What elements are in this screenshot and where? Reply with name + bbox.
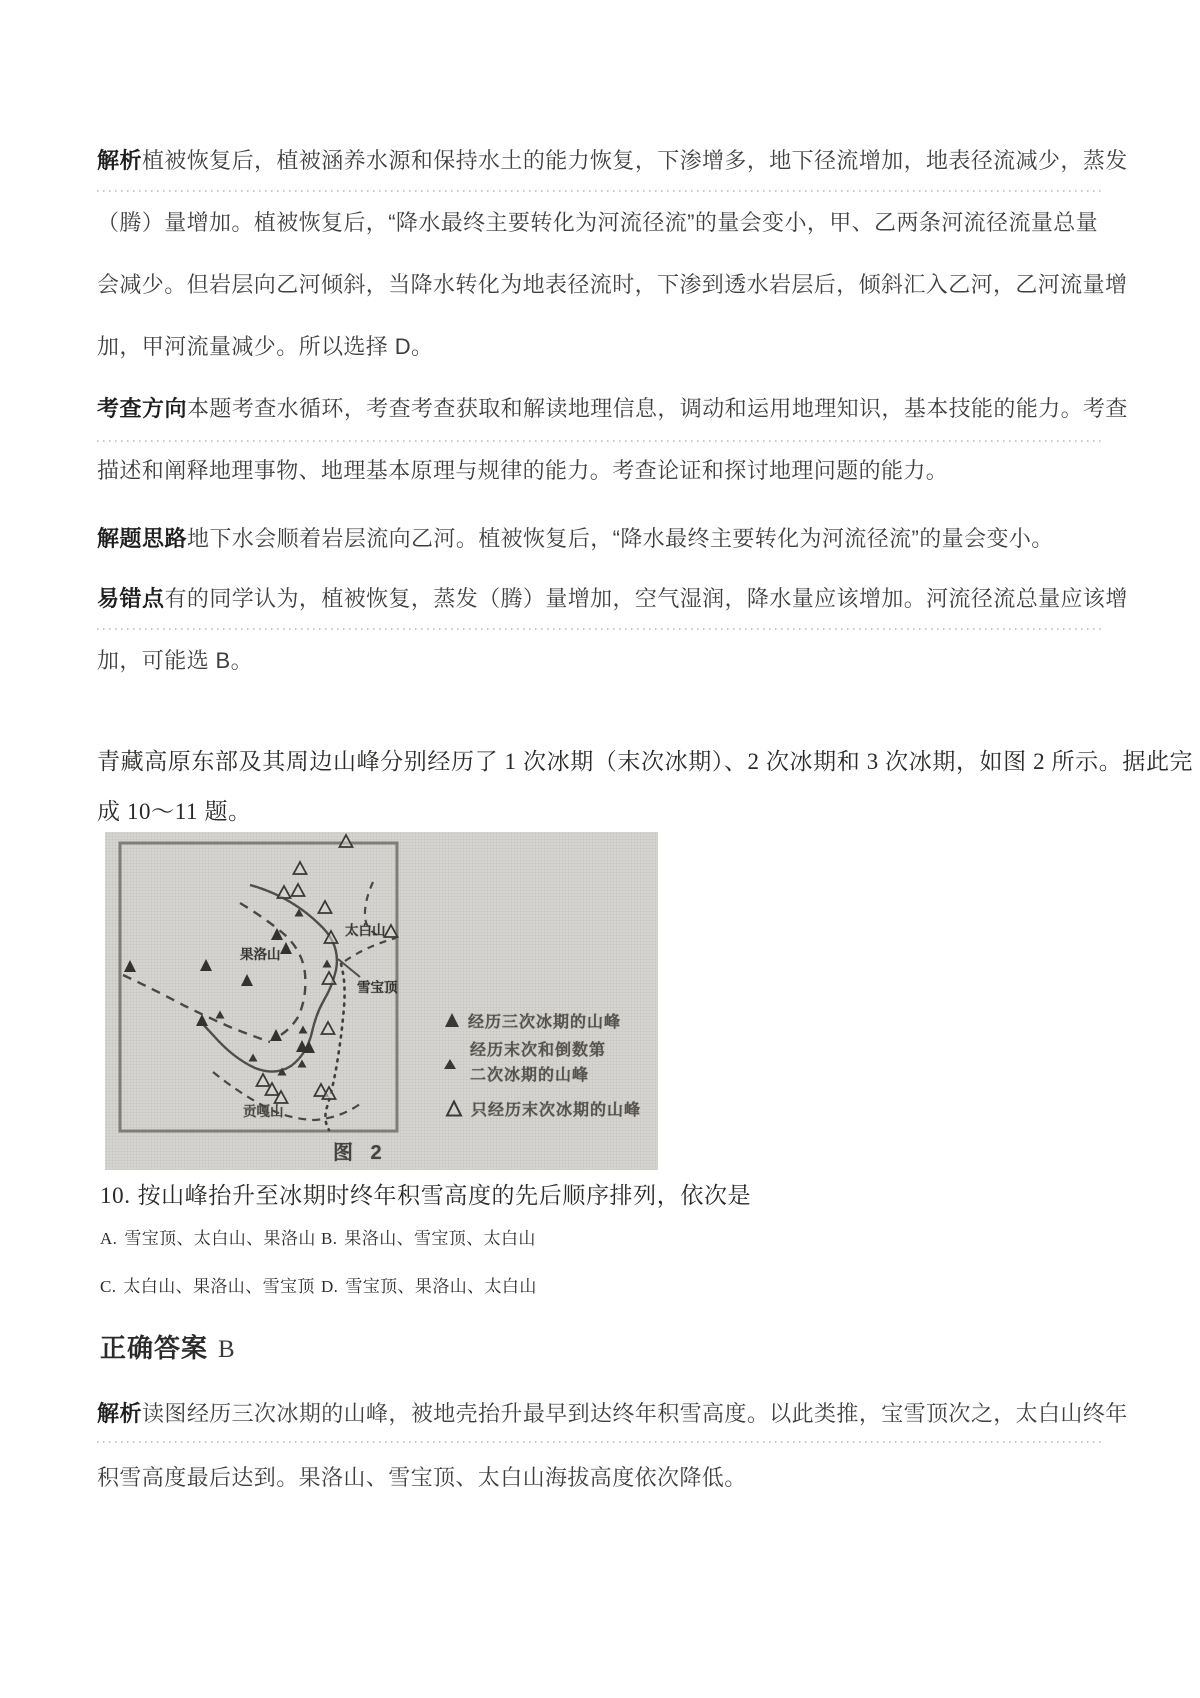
options-row-1 — [100, 1226, 1110, 1252]
legend-item: 经历末次和倒数第 二次冰期的山峰 — [470, 1042, 607, 1084]
figure-2 — [105, 832, 658, 1170]
option-a: A. 雪宝顶、太白山、果洛山 — [100, 1229, 316, 1248]
question-text: 按山峰抬升至冰期时终年积雪高度的先后顺序排列，依次是 — [137, 1183, 752, 1208]
correct-answer-value: B — [218, 1336, 235, 1363]
text-line: 解析植被恢复后，植被涵养水源和保持水土的能力恢复，下渗增多，地下径流增加，地表径流减少，蒸发 — [97, 148, 1128, 173]
text-line: 描述和阐释地理事物、地理基本原理与规律的能力。考查论证和探讨地理问题的能力。 — [97, 458, 949, 483]
text-line: 考查方向本题考查水循环，考查考查获取和解读地理信息，调动和运用地理知识，基本技能的能力。考查 — [97, 396, 1128, 421]
mountain-label-taibaishan: 太白山 — [345, 923, 386, 938]
correct-answer-label: 正确答案 — [100, 1333, 209, 1363]
mountain-label-guoluoshan: 果洛山 — [240, 947, 281, 962]
legend-small-triangle-icon — [443, 1058, 457, 1070]
legend-item: 只经历末次冰期的山峰 — [471, 1102, 642, 1119]
dashed-boundary-line — [345, 938, 396, 961]
dotted-boundary-line — [325, 964, 344, 1130]
figure-caption: 图 2 — [333, 1142, 388, 1164]
text-line: 解题思路地下水会顺着岩层流向乙河。植被恢复后，“降水最终主要转化为河流径流”的量会变小。 — [97, 526, 1054, 551]
legend-open-triangle-icon — [445, 1099, 463, 1118]
open-triangle-peaks — [257, 835, 398, 1103]
paragraph-label: 解题思路 — [97, 526, 188, 551]
solving-idea-paragraph — [97, 508, 1105, 570]
text-line: 加，可能选 B。 — [97, 648, 253, 673]
option-b: B. 果洛山、雪宝顶、太白山 — [321, 1229, 536, 1248]
error-prone-paragraph — [97, 568, 1128, 692]
mountain-label-gonggashan: 贡嘎山 — [243, 1104, 284, 1119]
legend-filled-triangle-icon — [443, 1011, 461, 1029]
paragraph-label: 解析 — [97, 148, 143, 173]
text-line: 成 10～11 题。 — [97, 799, 252, 824]
analysis-paragraph-1 — [97, 130, 1128, 378]
mountain-label-xuebaoding: 雪宝顶 — [357, 980, 398, 995]
exam-direction-paragraph — [97, 378, 1128, 502]
option-d: D. 雪宝顶、果洛山、太白山 — [321, 1277, 537, 1296]
question-stem — [97, 737, 1194, 837]
text-line: 解析读图经历三次冰期的山峰，被地壳抬升最早到达终年积雪高度。以此类推，宝雪顶次之，太白山终年 — [97, 1401, 1128, 1426]
legend-item: 经历三次冰期的山峰 — [468, 1014, 622, 1031]
paragraph-label: 考查方向 — [97, 396, 188, 421]
text-line: 青藏高原东部及其周边山峰分别经历了 1 次冰期（末次冰期）、2 次冰期和 3 次冰期，如图 2 所示。据此完 — [97, 749, 1194, 774]
correct-answer — [100, 1331, 235, 1367]
text-line: （腾）量增加。植被恢复后，“降水最终主要转化为河流径流”的量会变小，甲、乙两条河流径流量总量 — [97, 210, 1099, 235]
solid-boundary-line — [200, 885, 337, 1072]
options-row-2 — [100, 1274, 1110, 1300]
text-line: 加，甲河流量减少。所以选择 D。 — [97, 334, 434, 359]
label-leader-line — [338, 959, 360, 977]
dashed-boundary-line — [213, 1072, 360, 1120]
text-line: 积雪高度最后达到。果洛山、雪宝顶、太白山海拔高度依次降低。 — [97, 1465, 747, 1490]
map-frame — [120, 843, 397, 1131]
text-line: 会减少。但岩层向乙河倾斜，当降水转化为地表径流时，下渗到透水岩层后，倾斜汇入乙河，乙河流量增 — [97, 272, 1128, 297]
text-line: 易错点有的同学认为，植被恢复，蒸发（腾）量增加，空气湿润，降水量应该增加。河流径流总量应该增 — [97, 586, 1128, 611]
option-c: C. 太白山、果洛山、雪宝顶 — [100, 1277, 315, 1296]
question-10 — [100, 1176, 1110, 1216]
dashed-boundary-line — [240, 903, 305, 1040]
question-number: 10. — [100, 1183, 131, 1208]
analysis-paragraph-2 — [97, 1382, 1128, 1510]
paragraph-label: 易错点 — [97, 586, 165, 611]
paragraph-label: 解析 — [97, 1401, 143, 1426]
small-triangle-peaks — [216, 909, 332, 1076]
